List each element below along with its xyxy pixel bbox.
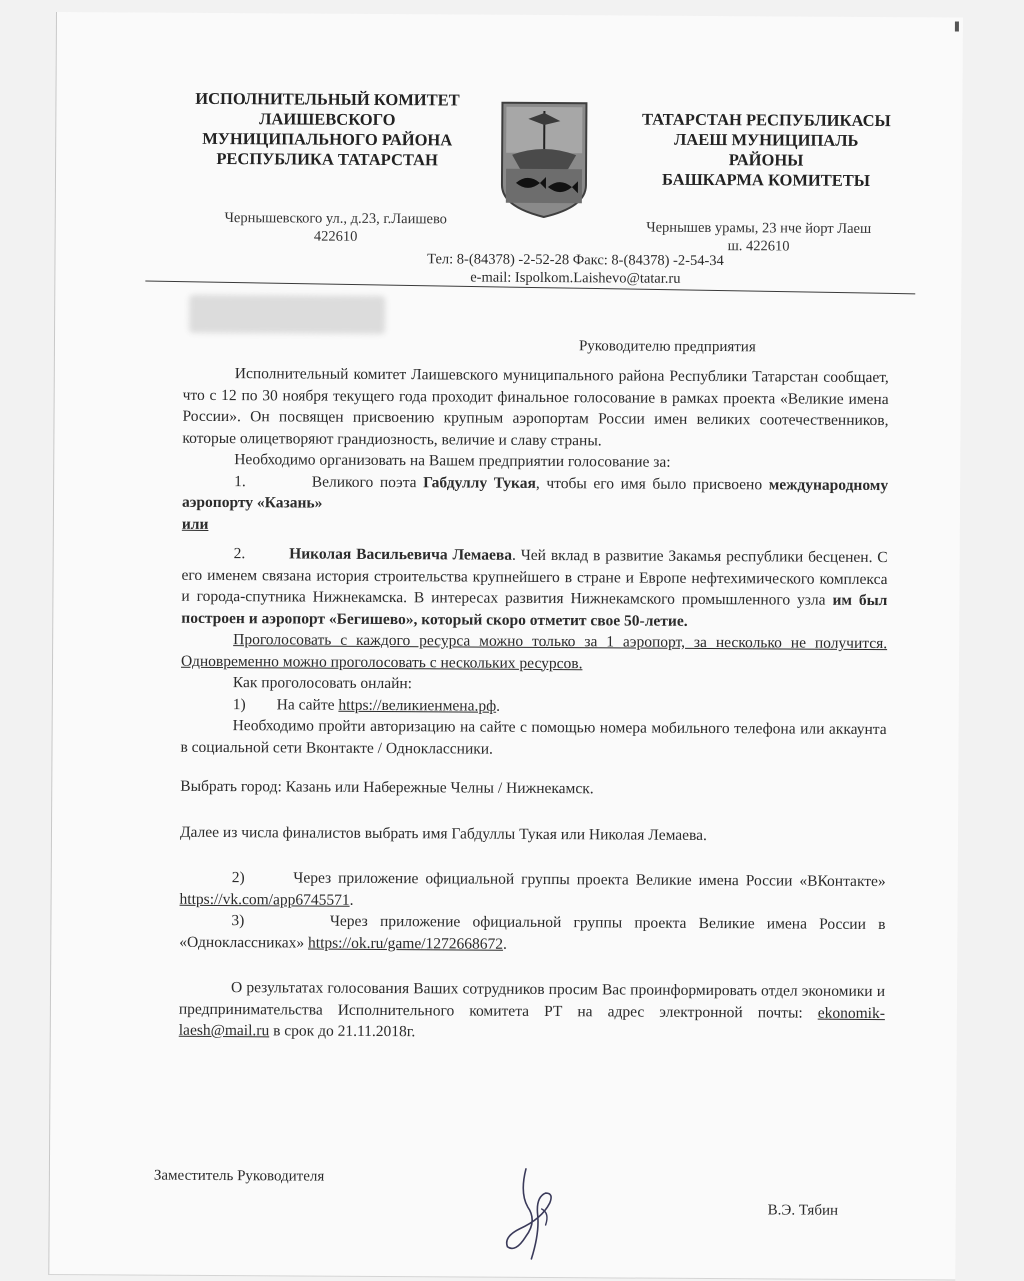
way-2 <box>180 867 886 914</box>
header-right <box>616 109 916 191</box>
email-address: e-mail: Ispolkom.Laishevo@tatar.ru <box>345 268 805 289</box>
item-1-text: Великого поэта <box>312 473 424 491</box>
results-paragraph <box>179 977 885 1046</box>
item-1-name: Габдуллу Тукая <box>423 474 536 492</box>
signatory-name: В.Э. Тябин <box>768 1202 838 1219</box>
item-1-number: 1. <box>234 473 246 490</box>
header-left-line: РЕСПУБЛИКА ТАТАРСТАН <box>172 149 482 171</box>
item-2-number: 2. <box>234 545 246 562</box>
address-left-line2: 422610 <box>186 227 486 247</box>
addressee: Руководителю предприятия <box>579 338 756 356</box>
need-paragraph: Необходимо организовать на Вашем предприятии голосование за: <box>182 449 888 475</box>
way-1-dot: . <box>496 697 500 714</box>
phone-fax: Тел: 8-(84378) -2-52-28 Факс: 8-(84378) -2-54-34 <box>345 250 805 271</box>
letter-body <box>179 363 889 1046</box>
letter-sheet <box>48 12 963 1281</box>
results-deadline: в срок до 21.11.2018г. <box>269 1022 415 1040</box>
item-2-name: Николая Васильевича Лемаева <box>289 545 512 563</box>
header-right-line: РАЙОНЫ <box>616 149 916 171</box>
way-2-text: Через приложение официальной группы проекта Великие имена России «ВКонтакте» <box>293 869 886 890</box>
way-3-text: Через приложение официальной группы проекта Великие имена России в «Одноклассниках» <box>179 913 885 951</box>
way-3 <box>179 910 885 957</box>
or-line <box>182 513 888 539</box>
way-3-number: 3) <box>231 912 244 929</box>
address-right-line1: Чернышев урамы, 23 нче йорт Лаеш <box>604 218 914 238</box>
results-email-link[interactable]: ekonomik-laesh@mail.ru <box>179 1004 885 1039</box>
coat-of-arms-icon <box>498 99 591 220</box>
item-1-airport: международному аэропорту «Казань» <box>182 476 888 512</box>
handwritten-signature-icon <box>497 1163 568 1267</box>
way-3-dot: . <box>503 935 507 952</box>
header-left-line: ИСПОЛНИТЕЛЬНЫЙ КОМИТЕТ <box>172 89 482 111</box>
ok-link[interactable]: https://ok.ru/game/1272668672 <box>308 934 503 952</box>
or-word: или <box>182 515 209 532</box>
address-left-line1: Чернышевского ул., д.23, г.Лаишево <box>186 209 486 229</box>
header-left <box>172 89 482 171</box>
header-right-line: ЛАЕШ МУНИЦИПАЛЬ <box>616 129 916 151</box>
note-paragraph: Проголосовать с каждого ресурса можно только за 1 аэропорт, за несколько не получится. Одновременно можно проголосовать с нескольких ресурсов. <box>181 629 887 676</box>
results-text: О результатах голосования Ваших сотрудников просим Вас проинформировать отдел экономики и предпринимательства Исполнительного комитета РТ на адрес электронной почты: <box>179 979 885 1021</box>
header-left-line: МУНИЦИПАЛЬНОГО РАЙОНА <box>172 129 482 151</box>
header-right-line: ТАТАРСТАН РЕСПУБЛИКАСЫ <box>616 109 916 131</box>
contact-info <box>345 250 805 289</box>
vk-link[interactable]: https://vk.com/app6745571 <box>180 890 350 908</box>
way-2-number: 2) <box>232 869 245 886</box>
item-1-text: , чтобы его имя было присвоено <box>536 474 769 492</box>
finalists-paragraph: Далее из числа финалистов выбрать имя Габдуллы Тукая или Николая Лемаева. <box>180 821 886 847</box>
how-to-vote: Как проголосовать онлайн: <box>181 672 887 698</box>
address-left <box>186 209 486 247</box>
way-1-number: 1) <box>233 696 246 713</box>
auth-paragraph: Необходимо пройти авторизацию на сайте с помощью номера мобильного телефона или аккаунта в социальной сети Вконтакте / Одноклассники. <box>180 715 886 762</box>
signatory-position: Заместитель Руководителя <box>154 1168 325 1186</box>
scan-mark <box>955 21 959 31</box>
item-2-text: . Чей вклад в развитие Закамья республики бесценен. С его именем связана история строительства крупнейшего в стране и Европе нефтехимического комплекса и города-спутника Нижнекамска. В интересах развития Нижнекамского промышленного узла <box>181 547 887 609</box>
way-1-text: На сайте <box>277 696 339 713</box>
way-2-dot: . <box>350 891 354 908</box>
header-right-line: БАШКАРМА КОМИТЕТЫ <box>616 169 916 191</box>
intro-paragraph: Исполнительный комитет Лаишевского муниципального района Республики Татарстан сообщает, что с 12 по 30 ноября текущего года проходит финальное голосование в рамках проекта «Великие имена России». Он посвящен присвоению крупным аэропортам России имен великих соотечественников, которые олицетворяют грандиозность, величие и славу страны. <box>182 363 889 453</box>
city-paragraph: Выбрать город: Казань или Набережные Челны / Нижнекамск. <box>180 776 886 802</box>
website-link[interactable]: https://великиенмена.рф <box>338 696 496 714</box>
item-1 <box>182 470 888 517</box>
item-2-airport: им был построен и аэропорт «Бегишево», который скоро отметит свое 50-летие. <box>181 592 887 630</box>
address-right <box>604 218 914 256</box>
address-right-line2: ш. 422610 <box>604 236 914 256</box>
redacted-area <box>189 295 385 334</box>
item-2 <box>181 543 888 633</box>
header-left-line: ЛАИШЕВСКОГО <box>172 109 482 131</box>
